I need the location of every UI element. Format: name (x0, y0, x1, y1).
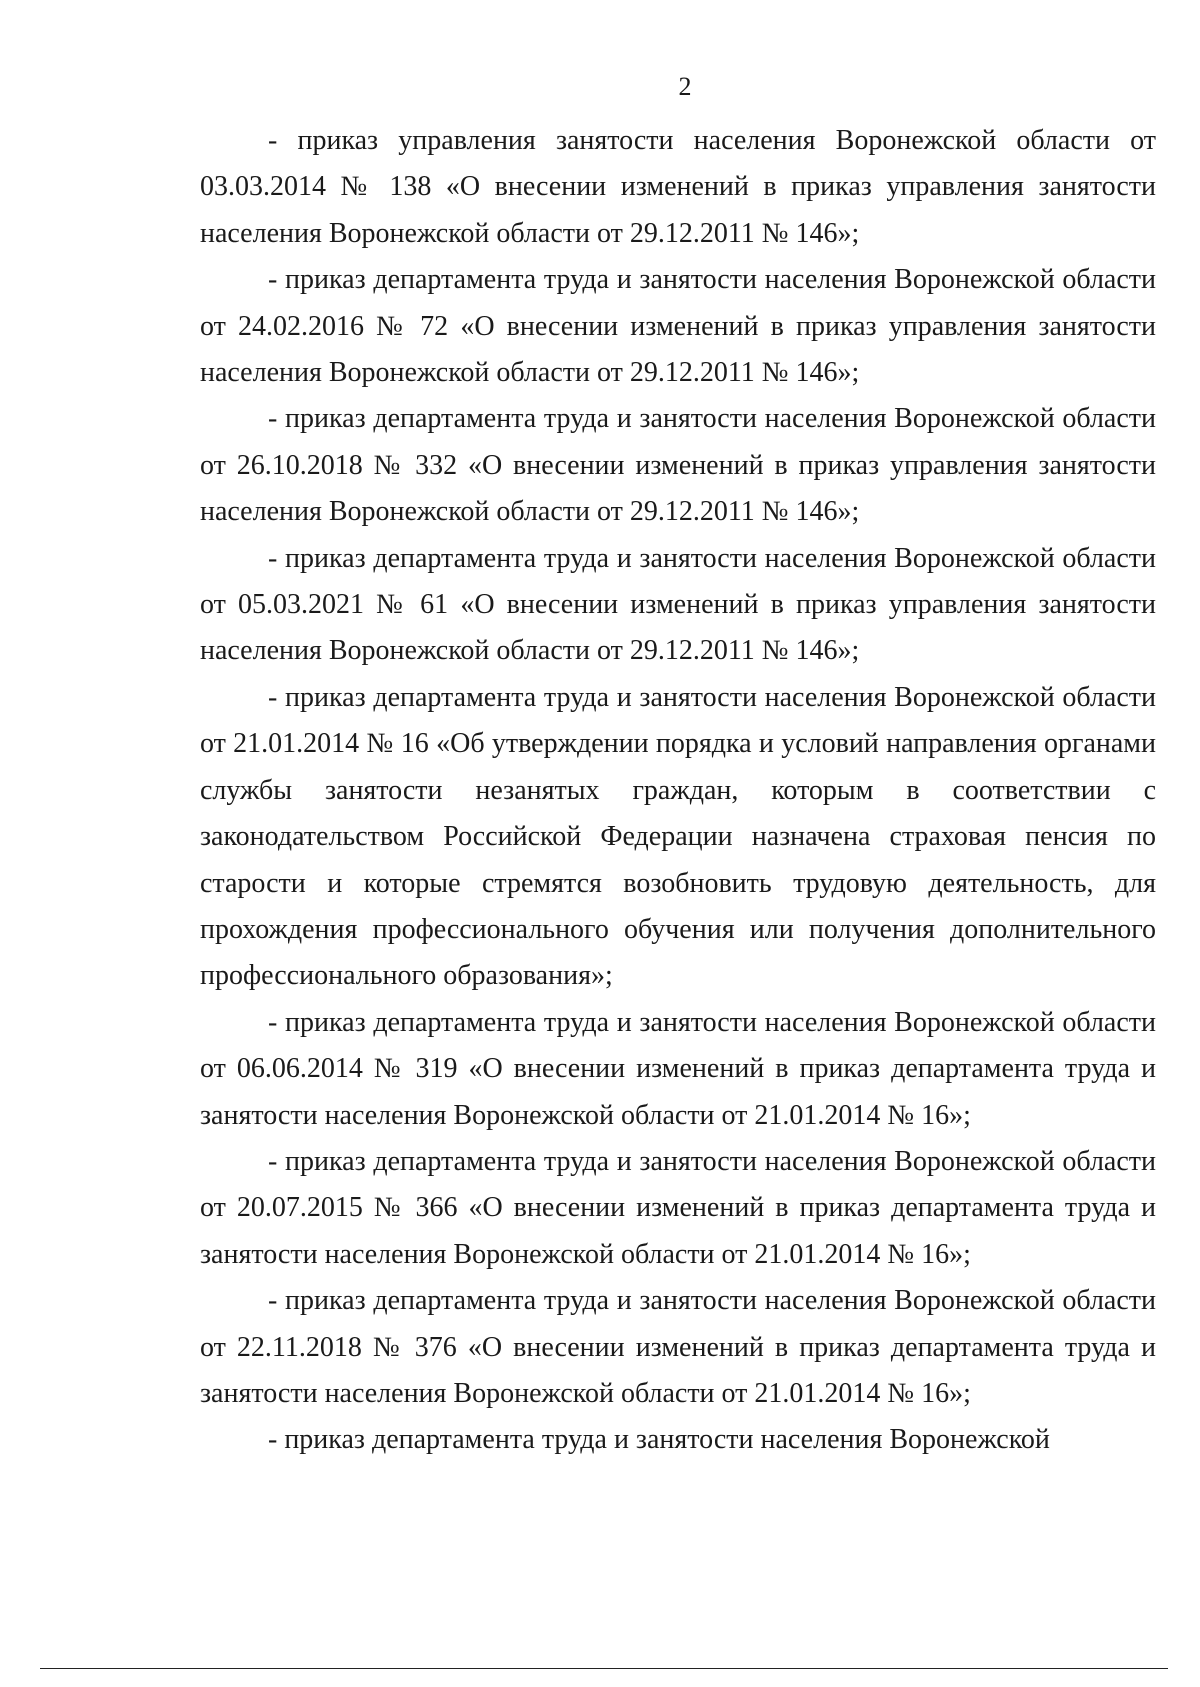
bottom-divider (40, 1668, 1168, 1669)
list-item-order: - приказ департамента труда и занятости населения Воронежской области от 22.11.2018 № 376 «О внесении изменений в приказ департамента труда и занятости населения Воронежской области от 21.01.2014 № 16»; (200, 1285, 1156, 1409)
list-item-order: - приказ департамента труда и занятости населения Воронежской области от 06.06.2014 № 319 «О внесении изменений в приказ департамента труда и занятости населения Воронежской области от 21.01.2014 № 16»; (200, 1006, 1156, 1131)
document-body (200, 118, 1156, 1464)
list-item-order: - приказ департамента труда и занятости населения Воронежской области от 05.03.2021 № 61 «О внесении изменений в приказ управления занятости населения Воронежской области от 29.12.2011 № 146»; (200, 542, 1156, 667)
page-number: 2 (678, 72, 692, 101)
list-item-order: - приказ управления занятости населения Воронежской области от 03.03.2014 № 138 «О внесении изменений в приказ управления занятости населения Воронежской области от 29.12.2011 № 146»; (200, 125, 1156, 249)
list-item-order: - приказ департамента труда и занятости населения Воронежской области от 21.01.2014 № 16 «Об утверждении порядка и условий направления органами службы занятости незанятых граждан, которым в соответствии с законодательством Российской Федерации назначена страховая пенсия по старости и которые стремятся возобновить трудовую деятельность, для прохождения профессионального обучения или получения дополнительного профессионального образования»; (200, 681, 1156, 992)
list-item-order-continued: - приказ департамента труда и занятости населения Воронежской (268, 1424, 1050, 1456)
list-item-order: - приказ департамента труда и занятости населения Воронежской области от 26.10.2018 № 332 «О внесении изменений в приказ управления занятости населения Воронежской области от 29.12.2011 № 146»; (200, 403, 1156, 528)
list-item-order: - приказ департамента труда и занятости населения Воронежской области от 24.02.2016 № 72 «О внесении изменений в приказ управления занятости населения Воронежской области от 29.12.2011 № 146»; (200, 264, 1156, 389)
list-item-order: - приказ департамента труда и занятости населения Воронежской области от 20.07.2015 № 366 «О внесении изменений в приказ департамента труда и занятости населения Воронежской области от 21.01.2014 № 16»; (200, 1145, 1156, 1270)
